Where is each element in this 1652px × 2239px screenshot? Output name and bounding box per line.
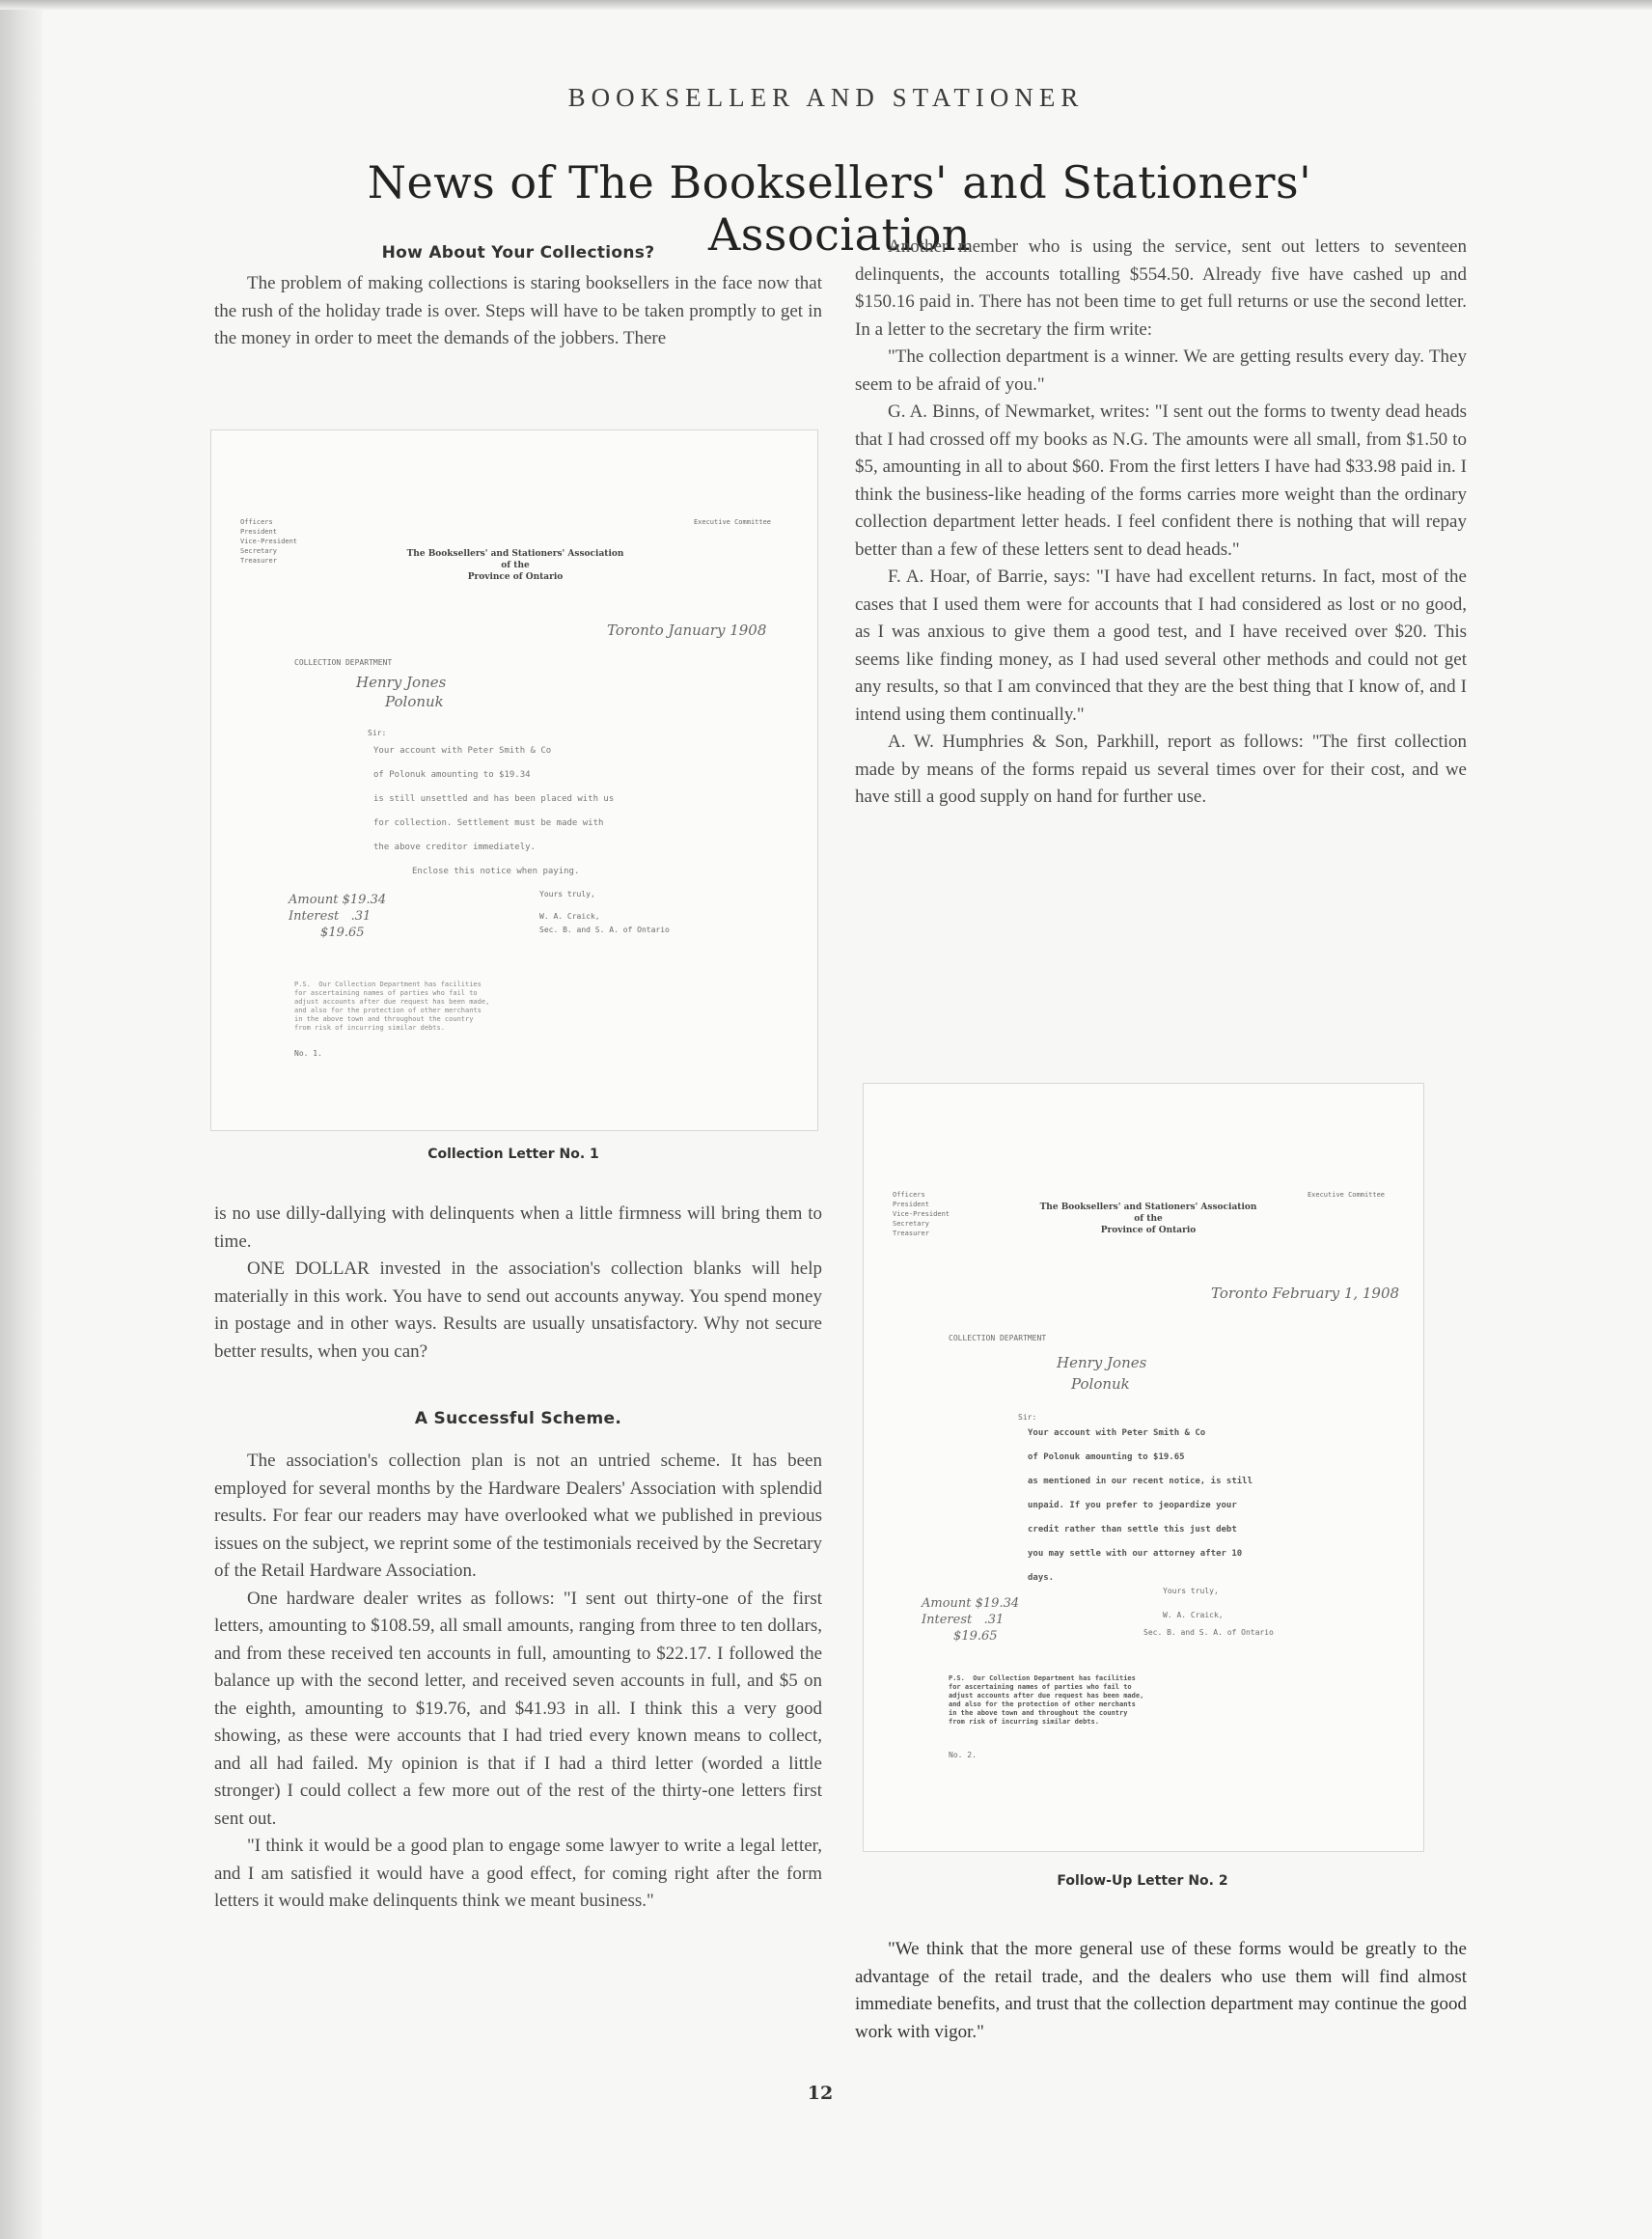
running-head: BOOKSELLER AND STATIONER [567,83,1085,112]
letter-line: credit rather than settle this just debt [1028,1525,1237,1534]
letter-addressee: Henry Jones [1057,1354,1147,1371]
letter-date: Toronto January 1908 [607,622,767,639]
paragraph: The association's collection plan is not an untried scheme. It has been employed for several months by the Hardware Dealers' Association with splendid results. For fear our readers may have overlooked what we published in previous issues on the subject, we reprint some of the testimonials received by the Secretary of the Retail Hardware Association. [214,1451,822,1581]
letter-signer: W. A. Craick, [1163,1611,1224,1619]
letter-line: for collection. Settlement must be made with [373,818,604,828]
letter-line: Enclose this notice when paying. [412,867,580,876]
letter-addressee: Henry Jones [356,674,447,691]
paragraph: G. A. Binns, of Newmarket, writes: "I sent out the forms to twenty dead heads that I had crossed off my books as N.G. The amounts were all small, from $1.50 to $5, amounting in all to about $60. From the first letters I have had $33.98 paid in. I think the business-like heading of the forms carries more weight than the ordinary collection department letter heads. I feel confident there is nothing that will repay better than a few of these letters sent to dead heads." [855,401,1467,560]
letterhead-committee: Executive Committee [693,518,772,526]
letter-form-number: No. 2. [949,1751,977,1759]
letter-line: is still unsettled and has been placed with us [373,794,615,804]
letter-department: COLLECTION DEPARTMENT [949,1334,1047,1342]
letterhead-officers: Officers President Vice-President Secretary Treasurer [893,1191,950,1237]
letterhead-association: The Booksellers' and Stationers' Association of the Province of Ontario [406,549,624,582]
paragraph: "The collection department is a winner. We are getting results every day. They seem to be afraid of you." [855,346,1467,395]
paragraph: ONE DOLLAR invested in the association's collection blanks will help materially in this work. You have to send out accounts anyway. You spend money in postage and in other ways. Results are usually unsatisfactory. Why not secure better results, when you can? [214,1258,822,1362]
letter-closing: Yours truly, [1163,1587,1219,1595]
paragraph: Another member who is using the service, sent out letters to seventeen delinquents, the accounts totalling $554.50. Already five have cashed up and $150.16 paid in. There has not been time to get full returns or use the second letter. In a letter to the secretary the firm write: [855,236,1467,340]
heading-successful-scheme: A Successful Scheme. [414,1409,622,1428]
letter-line: of Polonuk amounting to $19.34 [373,770,531,780]
letter-body [373,739,798,884]
letter-line: the above creditor immediately. [373,843,536,852]
left-column-intro [214,270,822,353]
letter-line: unpaid. If you prefer to jeopardize your [1028,1501,1237,1510]
letter-form-number: No. 1. [294,1049,322,1058]
letter-postscript: P.S. Our Collection Department has facilities for ascertaining names of parties who fail to adjust accounts after due request has been made, and also for the protection of other merchants in the above town and throughout the country from risk of incurring similar debts. [294,981,490,1032]
follow-up-letter-image [863,1083,1424,1852]
letter-amount-note: Amount $19.34 Interest .31 $19.65 [289,893,387,940]
letter-closing: Yours truly, [539,890,595,898]
letter-line: you may settle with our attorney after 10 [1028,1549,1243,1559]
paragraph: "We think that the more general use of these forms would be greatly to the advantage of the retail trade, and the dealers who use them will find almost immediate benefits, and trust that the collection department may continue the good work with vigor." [855,1939,1467,2042]
letter-line: of Polonuk amounting to $19.65 [1028,1452,1185,1462]
right-column-body [855,234,1467,812]
left-column-body [214,1201,822,1366]
heading-collections: How About Your Collections? [381,243,655,263]
letter-amount-note: Amount $19.34 Interest .31 $19.65 [922,1596,1020,1644]
letter-signer-title: Sec. B. and S. A. of Ontario [539,926,670,934]
figure-caption: Collection Letter No. 1 [427,1147,599,1162]
letter-line: Your account with Peter Smith & Co [1028,1428,1206,1438]
paragraph: F. A. Hoar, of Barrie, says: "I have had excellent returns. In fact, most of the cases that I used them were for accounts that I had considered as lost or no good, as I was anxious to give them a good test, and I have received over $20. This seems like finding money, as I had used several other methods and could not get any results, so that I am convinced that they are the best thing that I know of, and I intend using them continually." [855,567,1467,725]
letter-date: Toronto February 1, 1908 [1211,1285,1400,1302]
paragraph: The problem of making collections is staring booksellers in the face now that the rush of the holiday trade is over. Steps will have to be taken promptly to get in the money in order to meet the demands of the jobbers. There [214,273,822,348]
letter-line: Your account with Peter Smith & Co [373,746,552,756]
page-number: 12 [807,2083,834,2104]
page-top-shadow [0,0,1652,10]
letter-department: COLLECTION DEPARTMENT [294,658,393,667]
letter-salutation: Sir: [1018,1413,1037,1422]
letterhead-officers: Officers President Vice-President Secretary Treasurer [240,518,298,565]
figure-caption: Follow-Up Letter No. 2 [1057,1873,1228,1889]
letter-town: Polonuk [385,693,444,710]
paragraph: is no use dilly-dallying with delinquents when a little firmness will bring them to time. [214,1203,822,1252]
paragraph: "I think it would be a good plan to engage some lawyer to write a legal letter, and I am satisfied it would have a good effect, for coming right after the form letters it would make delinquents think we meant business." [214,1836,822,1911]
left-column-testimonials [214,1448,822,1916]
paragraph: One hardware dealer writes as follows: "I sent out thirty-one of the first letters, amounting to $108.59, all small amounts, ranging from three to ten dollars, and from these received ten accounts in full, amounting to $22.17. I followed the balance up with the second letter, and received seven accounts in full, and $5 on the eighth, amounting to $19.76, and $41.93 in all. I think this a very good showing, as these were accounts that I had tried every known means to collect, and all had failed. My opinion is that if I had a third letter (worded a little stronger) I could collect a few more out of the rest of the thirty-one letters first sent out. [214,1588,822,1829]
letter-line: as mentioned in our recent notice, is still [1028,1477,1253,1486]
paragraph: A. W. Humphries & Son, Parkhill, report as follows: "The first collection made by means of the forms repaid us several times over for their cost, and we have still a good supply on hand for further use. [855,732,1467,807]
letter-salutation: Sir: [368,729,387,737]
right-column-closing [855,1936,1467,2046]
letter-signer: W. A. Craick, [539,912,600,921]
letter-signer-title: Sec. B. and S. A. of Ontario [1143,1628,1274,1637]
page-edge-shadow [0,0,42,2239]
letterhead-association: The Booksellers' and Stationers' Association of the Province of Ontario [1039,1202,1257,1235]
letter-town: Polonuk [1071,1375,1130,1393]
letter-postscript: P.S. Our Collection Department has facilities for ascertaining names of parties who fail to adjust accounts after due request has been made, and also for the protection of other merchants in the above town and throughout the country from risk of incurring similar debts. [949,1674,1144,1726]
page-title: News of The Booksellers' and Stationers' Association [367,156,1312,261]
letter-line: days. [1028,1573,1055,1583]
collection-letter-image [210,429,818,1131]
letterhead-committee: Executive Committee [1307,1191,1386,1199]
letter-body [1028,1422,1414,1590]
